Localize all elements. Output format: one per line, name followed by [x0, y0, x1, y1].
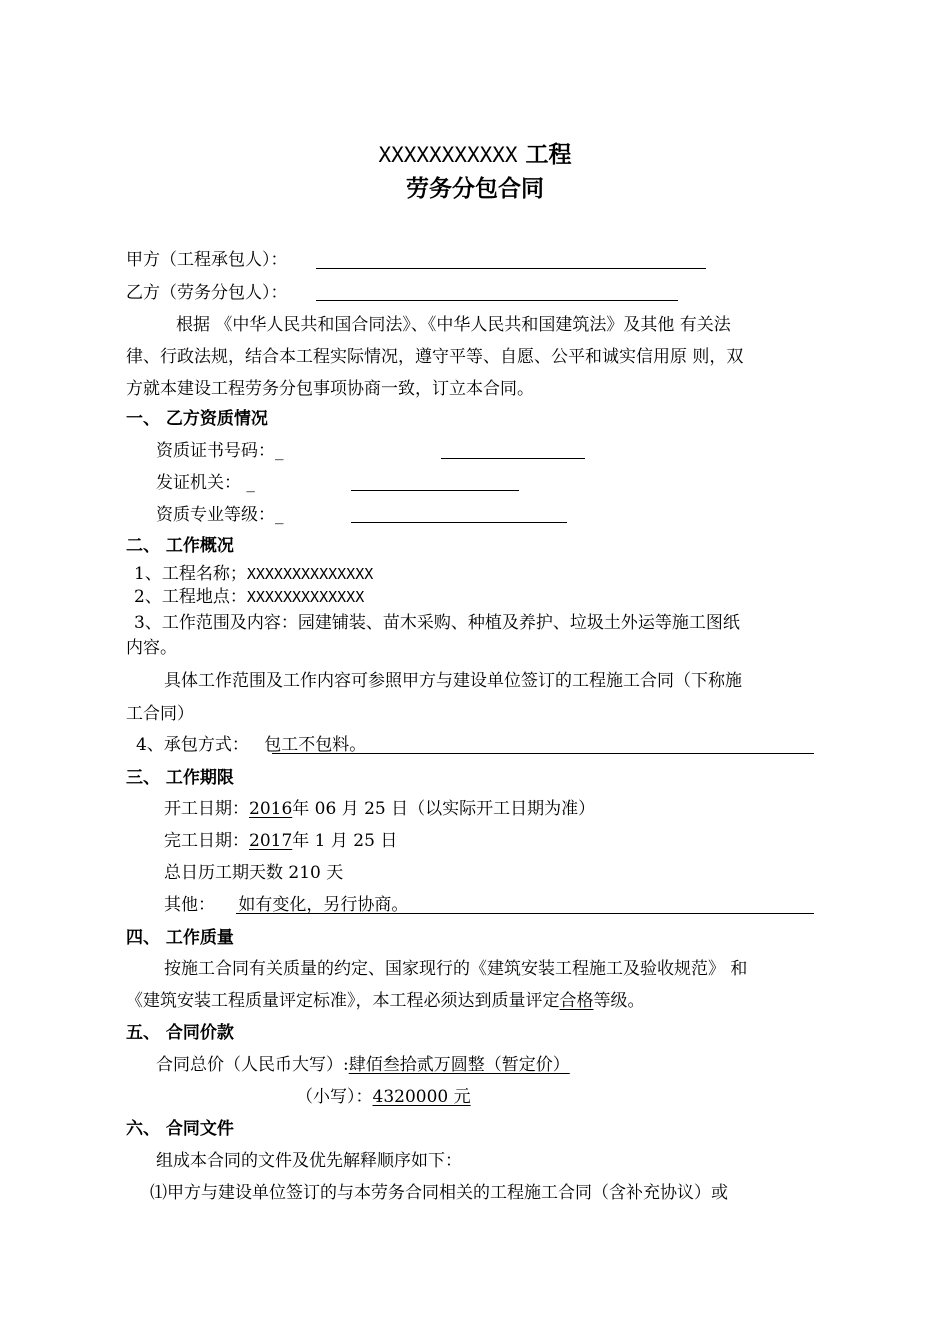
project-location-label: 2、工程地点： [134, 587, 247, 607]
issuer-blank [351, 490, 519, 491]
quality-grade: 合格 [559, 991, 594, 1011]
section-1-heading: 一、 乙方资质情况 [126, 409, 268, 429]
end-date-rest: 年 1 月 25 日 [292, 831, 398, 851]
documents-intro: 组成本合同的文件及优先解释顺序如下： [156, 1151, 462, 1171]
intro-line-2: 律、行政法规，结合本工程实际情况，遵守平等、自愿、公平和诚实信用原 则，双 [126, 347, 744, 367]
contract-price-small-label: （小写）： [296, 1087, 373, 1107]
work-scope-line-2: 内容。 [126, 638, 177, 658]
party-b-label: 乙方（劳务分包人）： [126, 283, 288, 303]
issuer-label: 发证机关： _ [156, 473, 255, 493]
document-title [0, 140, 950, 170]
grade-label: 资质专业等级：_ [156, 505, 284, 525]
quality-line-1: 按施工合同有关质量的约定、国家现行的《建筑安装工程施工及验收规范》 和 [164, 959, 748, 979]
project-name-value: XXXXXXXXXXXXXX [246, 565, 374, 583]
document-subtitle: 劳务分包合同 [406, 176, 544, 202]
section-4-heading: 四、 工作质量 [126, 928, 234, 948]
start-date-row [164, 798, 595, 820]
contract-price-value: 肆佰叁拾贰万圆整（暂定价） [348, 1055, 570, 1075]
project-name-row [134, 563, 373, 585]
section-6-heading: 六、 合同文件 [126, 1119, 234, 1139]
other-value: 如有变化，另行协商。 [238, 895, 409, 915]
work-scope-line-1: 3、工作范围及内容：园建铺装、苗木采购、种植及养护、垃圾土外运等施工图纸 [134, 613, 740, 633]
contract-mode-value: 包工不包料。 [264, 735, 367, 755]
party-a-blank [316, 268, 706, 269]
start-date-label: 开工日期： [164, 799, 249, 819]
grade-blank [351, 522, 567, 523]
section-5-heading: 五、 合同价款 [126, 1023, 234, 1043]
contract-mode-underline [272, 753, 814, 754]
end-year: 2017 [249, 831, 293, 851]
end-date-label: 完工日期： [164, 831, 249, 851]
title-suffix: 工程 [525, 141, 572, 168]
quality-line-2-end: 等级。 [593, 991, 645, 1011]
other-underline [236, 913, 814, 914]
section-2-heading: 二、 工作概况 [126, 536, 234, 556]
contract-price-label: 合同总价（人民币大写）: [156, 1055, 349, 1075]
cert-no-blank [441, 458, 585, 459]
scope-note-line-1: 具体工作范围及工作内容可参照甲方与建设单位签订的工程施工合同（下称施 [164, 671, 742, 691]
section-3-heading: 三、 工作期限 [126, 768, 234, 788]
contract-price-small-row [296, 1086, 471, 1108]
project-name-label: 1、工程名称； [134, 564, 247, 584]
start-date-rest: 年 06 月 25 日（以实际开工日期为准） [292, 799, 596, 819]
scope-note-line-2: 工合同） [126, 704, 194, 724]
end-date-row [164, 830, 397, 852]
contract-price-small-value: 4320000 元 [372, 1087, 471, 1107]
start-year: 2016 [249, 799, 293, 819]
title-code: XXXXXXXXXXX [378, 143, 518, 167]
party-b-blank [316, 300, 678, 301]
party-a-label: 甲方（工程承包人）： [126, 250, 288, 270]
intro-line-3: 方就本建设工程劳务分包事项协商一致，订立本合同。 [126, 379, 534, 399]
intro-line-1: 根据 《中华人民共和国合同法》、《中华人民共和国建筑法》及其他 有关法 [176, 315, 731, 335]
project-location-row [134, 586, 364, 608]
contract-price-row [156, 1054, 570, 1076]
documents-item-1: ⑴甲方与建设单位签订的与本劳务合同相关的工程施工合同（含补充协议）或 [150, 1183, 728, 1203]
quality-line-2 [126, 990, 645, 1012]
cert-no-label: 资质证书号码：_ [156, 441, 284, 461]
total-days: 总日历工期天数 210 天 [164, 863, 344, 883]
project-location-value: XXXXXXXXXXXXX [246, 588, 365, 606]
quality-line-2-text: 《建筑安装工程质量评定标准》，本工程必须达到质量评定 [126, 991, 560, 1011]
contract-mode-label: 4、承包方式： [136, 735, 249, 755]
other-label: 其他： [164, 895, 215, 915]
